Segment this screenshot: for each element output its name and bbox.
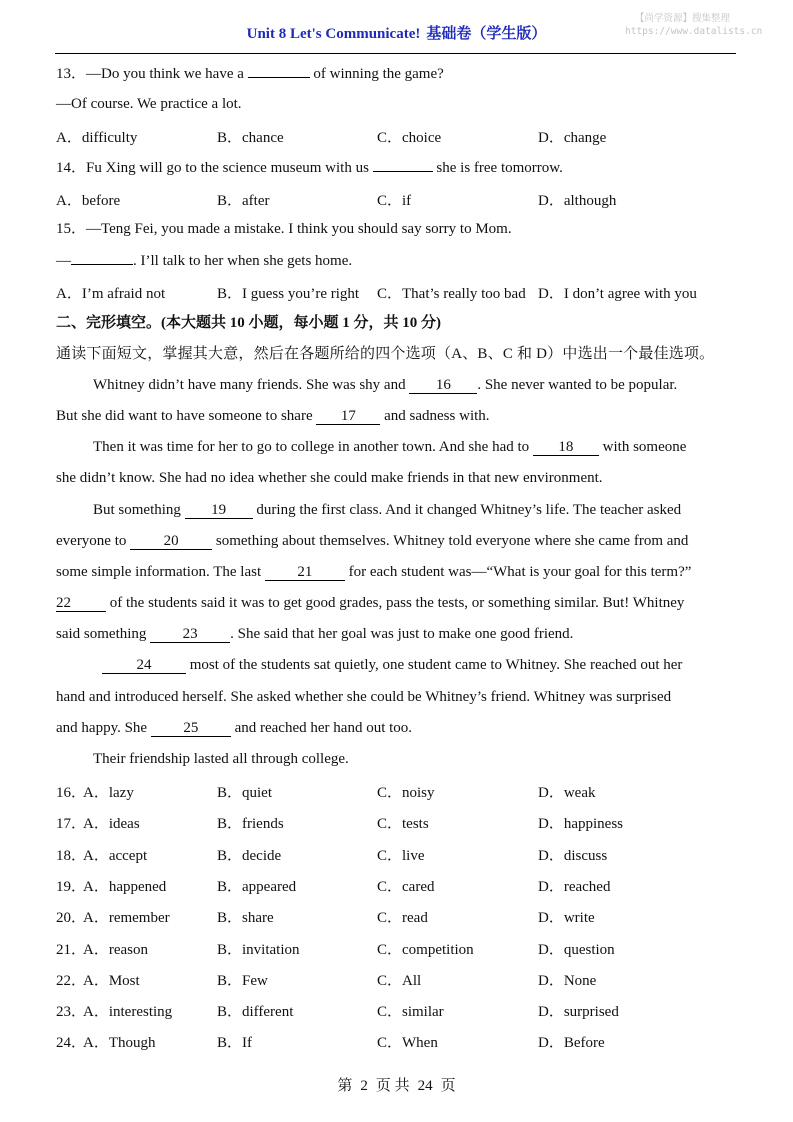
answer-option-b: B．If (217, 1035, 252, 1052)
answer-option-d: D．discuss (538, 847, 608, 864)
option-d: D．I don’t agree with you (538, 286, 697, 302)
footer-mid: 页 共 (375, 1078, 410, 1094)
answer-option-c: C．read (377, 910, 428, 927)
footer-suffix: 页 (440, 1078, 456, 1094)
passage-line (56, 532, 736, 550)
answer-option-d: D．weak (538, 785, 596, 801)
blank-22[interactable]: 22 (56, 596, 106, 612)
question-text: of winning the game? (313, 66, 444, 82)
answer-option-c: C．cared (377, 878, 435, 895)
passage-text: most of the students sat quietly, one student came to Whitney. She reached out her (189, 657, 683, 673)
blank-16[interactable]: 16 (409, 378, 477, 394)
answer-option-b: B．invitation (217, 941, 300, 958)
answer-option-c: C．All (377, 972, 422, 989)
answer-option-a: A．ideas (83, 816, 140, 833)
passage-line (56, 501, 736, 519)
passage-line: she didn’t know. She had no idea whether she could make friends in that new environment. (56, 470, 603, 486)
passage-text: . She never wanted to be popular. (477, 377, 678, 393)
option-a: A．I’m afraid not (56, 286, 166, 302)
passage-text: But something (93, 502, 181, 518)
option-b: B．I guess you’re right (217, 286, 360, 302)
answer-option-d: D．None (538, 972, 597, 989)
page-footer (0, 1074, 793, 1095)
passage-line (56, 376, 736, 394)
passage-text: for each student was—“What is your goal for this term?” (348, 564, 692, 580)
blank-19[interactable]: 19 (185, 503, 253, 519)
answer-question-number: 20． (56, 910, 87, 927)
header-divider (55, 53, 736, 54)
question-14-stem (56, 158, 563, 177)
question-13-stem (56, 64, 444, 83)
passage-text: during the first class. And it changed Whitney’s life. The teacher asked (256, 502, 682, 518)
passage-line: Their friendship lasted all through college. (93, 751, 349, 767)
answer-question-number: 19． (56, 878, 87, 895)
answer-option-d: D．write (538, 910, 595, 927)
passage-line (56, 563, 736, 581)
current-page: 2 (360, 1078, 368, 1094)
option-c: C．That’s really too bad (377, 286, 526, 302)
option-c: C．choice (377, 130, 442, 146)
answer-blank[interactable] (248, 64, 310, 78)
answer-option-a: A．reason (83, 941, 148, 958)
total-pages: 24 (417, 1078, 433, 1094)
blank-21[interactable]: 21 (265, 565, 345, 581)
answer-option-b: B．different (217, 1004, 294, 1021)
option-d: D．change (538, 130, 607, 146)
passage-text: . She said that her goal was just to make one good friend. (230, 626, 574, 642)
question-number: 14． (56, 160, 87, 176)
passage-text: But she did want to have someone to share (56, 408, 313, 424)
passage-line (56, 719, 736, 737)
passage-text: said something (56, 626, 147, 642)
passage-text: and sadness with. (384, 408, 490, 424)
section-2-title: 二、完形填空。(本大题共 10 小题，每小题 1 分，共 10 分) (56, 315, 441, 331)
answer-question-number: 22． (56, 972, 87, 989)
passage-line: hand and introduced herself. She asked whether she could be Whitney’s friend. Whitney was surprised (56, 689, 672, 705)
passage-text: and happy. She (56, 720, 148, 736)
blank-24[interactable]: 24 (102, 658, 186, 674)
header-title-cn: 基础卷（学生版） (426, 26, 547, 42)
passage-line (56, 438, 736, 456)
answer-option-c: C．tests (377, 816, 429, 833)
watermark-line1: 【尚学资源】搜集整理 (635, 13, 731, 24)
passage-text: and reached her hand out too. (234, 720, 413, 736)
watermark-line2: https://www.datalists.cn (625, 26, 763, 37)
blank-25[interactable]: 25 (151, 721, 231, 737)
question-text: —Teng Fei, you made a mistake. I think you should say sorry to Mom. (86, 221, 512, 237)
option-c: C．if (377, 193, 412, 209)
answer-option-a: A．accept (83, 847, 148, 864)
question-text: Fu Xing will go to the science museum with us (86, 160, 369, 176)
answer-option-a: A．Most (83, 972, 140, 989)
answer-option-c: C．noisy (377, 785, 435, 801)
answer-option-a: A．lazy (83, 785, 134, 801)
passage-text: Then it was time for her to go to college in another town. And she had to (93, 439, 530, 455)
answer-option-b: B．share (217, 910, 274, 927)
question-15-reply (56, 251, 352, 270)
answer-option-a: A．interesting (83, 1004, 173, 1021)
passage-text: Whitney didn’t have many friends. She was shy and (93, 377, 406, 393)
answer-option-d: D．reached (538, 878, 611, 895)
answer-question-number: 21． (56, 941, 87, 958)
passage-line (56, 656, 736, 674)
answer-question-number: 24． (56, 1035, 87, 1052)
dash: — (56, 253, 71, 269)
header-title-en: Unit 8 Let's Communicate! (246, 26, 421, 42)
answer-question-number: 16． (56, 785, 87, 801)
answer-option-c: C．competition (377, 941, 474, 958)
passage-text: some simple information. The last (56, 564, 262, 580)
answer-option-c: C．similar (377, 1004, 444, 1021)
answer-question-number: 18． (56, 847, 87, 864)
answer-option-d: D．Before (538, 1035, 605, 1052)
question-text: she is free tomorrow. (436, 160, 563, 176)
answer-option-b: B．Few (217, 972, 268, 989)
answer-option-a: A．happened (83, 878, 167, 895)
blank-18[interactable]: 18 (533, 440, 599, 456)
answer-option-b: B．decide (217, 847, 282, 864)
passage-line (56, 407, 736, 425)
option-b: B．chance (217, 130, 284, 146)
answer-question-number: 23． (56, 1004, 87, 1021)
option-a: A．difficulty (56, 130, 138, 146)
footer-prefix: 第 (337, 1078, 353, 1094)
option-b: B．after (217, 193, 270, 209)
answer-option-c: C．live (377, 847, 425, 864)
question-number: 13． (56, 66, 87, 82)
passage-text: with someone (602, 439, 687, 455)
answer-option-b: B．quiet (217, 785, 272, 801)
option-d: D．although (538, 193, 617, 209)
answer-blank[interactable] (373, 158, 433, 172)
section-2-instruction: 通读下面短文，掌握其大意，然后在各题所给的四个选项（A、B、C 和 D）中选出一个最佳选项。 (56, 346, 715, 362)
question-13-reply: —Of course. We practice a lot. (56, 96, 242, 112)
answer-option-c: C．When (377, 1035, 438, 1052)
passage-line (56, 594, 736, 612)
answer-option-b: B．friends (217, 816, 284, 833)
blank-17[interactable]: 17 (316, 409, 380, 425)
passage-text: something about themselves. Whitney told everyone where she came from and (215, 533, 689, 549)
passage-line (56, 625, 736, 643)
reply-text: . I’ll talk to her when she gets home. (133, 253, 353, 269)
answer-option-d: D．surprised (538, 1004, 619, 1021)
answer-blank[interactable] (71, 251, 133, 265)
option-a: A．before (56, 193, 121, 209)
answer-option-d: D．question (538, 941, 615, 958)
blank-23[interactable]: 23 (150, 627, 230, 643)
answer-option-d: D．happiness (538, 816, 623, 833)
question-15-stem (56, 220, 512, 238)
answer-option-b: B．appeared (217, 878, 297, 895)
passage-text: of the students said it was to get good grades, pass the tests, or something similar. But! Whitney (109, 595, 685, 611)
answer-option-a: A．remember (83, 910, 170, 927)
passage-text: everyone to (56, 533, 127, 549)
answer-option-a: A．Though (83, 1035, 156, 1052)
blank-20[interactable]: 20 (130, 534, 212, 550)
question-text: —Do you think we have a (86, 66, 244, 82)
answer-question-number: 17． (56, 816, 87, 833)
watermark (625, 12, 762, 38)
question-number: 15． (56, 221, 87, 237)
